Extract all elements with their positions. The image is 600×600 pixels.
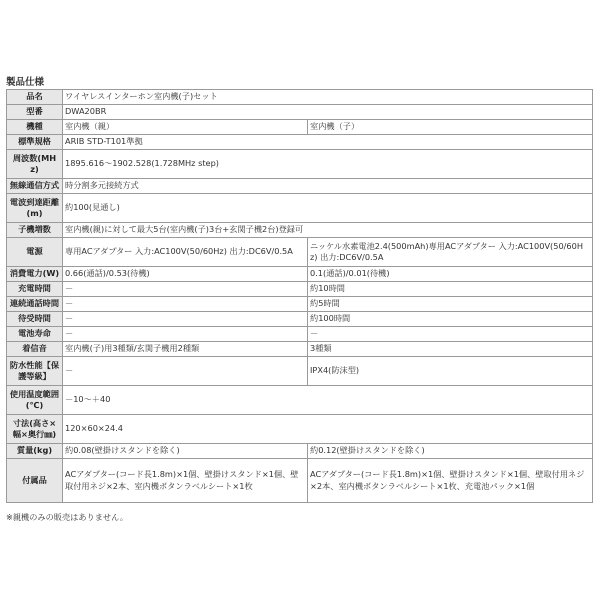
spec-table [6, 89, 593, 503]
table-row [7, 415, 593, 444]
table-row [7, 386, 593, 415]
row-label: 待受時間 [7, 312, 63, 327]
parent-value: － [63, 357, 308, 386]
child-value: 0.1(通話)/0.01(待機) [308, 267, 593, 282]
table-row [7, 327, 593, 342]
table-row [7, 179, 593, 194]
row-label: 型番 [7, 105, 63, 120]
parent-value: － [63, 312, 308, 327]
row-label: 電波到達距離(m) [7, 194, 63, 223]
table-row [7, 267, 593, 282]
row-value: 1895.616～1902.528(1.728MHz step) [63, 150, 593, 179]
parent-value: － [63, 327, 308, 342]
table-row [7, 238, 593, 267]
row-label: 電源 [7, 238, 63, 267]
table-row [7, 342, 593, 357]
row-value: 時分割多元接続方式 [63, 179, 593, 194]
table-row [7, 223, 593, 238]
row-label: 消費電力(W) [7, 267, 63, 282]
row-label: 周波数(MHz) [7, 150, 63, 179]
section-heading: 製品仕様 [6, 77, 45, 88]
table-row [7, 105, 593, 120]
child-value: 約10時間 [308, 282, 593, 297]
row-label: 標準規格 [7, 135, 63, 150]
parent-value: ACアダプター(コード長1.8m)×1個、壁掛けスタンド×1個、壁取付用ネジ×2本、室内機ボタンラベルシート×1枚 [63, 459, 308, 503]
table-row [7, 194, 593, 223]
row-label: 使用温度範囲(℃) [7, 386, 63, 415]
row-value: DWA20BR [63, 105, 593, 120]
row-label: 質量(kg) [7, 444, 63, 459]
table-row [7, 282, 593, 297]
child-value: 約0.12(壁掛けスタンドを除く) [308, 444, 593, 459]
row-label: 着信音 [7, 342, 63, 357]
row-value: 約100(見通し) [63, 194, 593, 223]
row-value: ARIB STD-T101準拠 [63, 135, 593, 150]
table-row [7, 444, 593, 459]
footnote: ※親機のみの販売はありません。 [6, 512, 128, 522]
row-value: ワイヤレスインターホン室内機(子)セット [63, 90, 593, 105]
row-label: 充電時間 [7, 282, 63, 297]
child-value: ニッケル水素電池2.4(500mAh)専用ACアダプター 入力:AC100V(50/60Hz) 出力:DC6V/0.5A [308, 238, 593, 267]
child-value: 室内機（子） [308, 120, 593, 135]
row-label: 無線通信方式 [7, 179, 63, 194]
child-value: － [308, 327, 593, 342]
table-row [7, 150, 593, 179]
row-label: 寸法(高さ×幅×奥行㎜) [7, 415, 63, 444]
row-label: 付属品 [7, 459, 63, 503]
parent-value: 専用ACアダプター 入力:AC100V(50/60Hz) 出力:DC6V/0.5A [63, 238, 308, 267]
child-value: 約5時間 [308, 297, 593, 312]
row-value: －10～＋40 [63, 386, 593, 415]
parent-value: － [63, 282, 308, 297]
table-row [7, 90, 593, 105]
table-row [7, 297, 593, 312]
parent-value: 約0.08(壁掛けスタンドを除く) [63, 444, 308, 459]
child-value: ACアダプター(コード長1.8m)×1個、壁掛けスタンド×1個、壁取付用ネジ×2本、室内機ボタンラベルシート×1枚、充電池パック×1個 [308, 459, 593, 503]
row-label: 電池寿命 [7, 327, 63, 342]
row-label: 防水性能【保護等級】 [7, 357, 63, 386]
child-value: IPX4(防沫型) [308, 357, 593, 386]
parent-value: 室内機（親） [63, 120, 308, 135]
table-row [7, 120, 593, 135]
row-label: 連続通話時間 [7, 297, 63, 312]
row-label: 品名 [7, 90, 63, 105]
table-row [7, 459, 593, 503]
row-value: 室内機(親)に対して最大5台(室内機(子)3台+玄関子機2台)登録可 [63, 223, 593, 238]
table-row [7, 357, 593, 386]
row-label: 子機増数 [7, 223, 63, 238]
child-value: 3種類 [308, 342, 593, 357]
row-value: 120×60×24.4 [63, 415, 593, 444]
table-row [7, 312, 593, 327]
parent-value: 室内機(子)用3種類/玄関子機用2種類 [63, 342, 308, 357]
parent-value: － [63, 297, 308, 312]
child-value: 約100時間 [308, 312, 593, 327]
table-row [7, 135, 593, 150]
parent-value: 0.66(通話)/0.53(待機) [63, 267, 308, 282]
row-label: 機種 [7, 120, 63, 135]
